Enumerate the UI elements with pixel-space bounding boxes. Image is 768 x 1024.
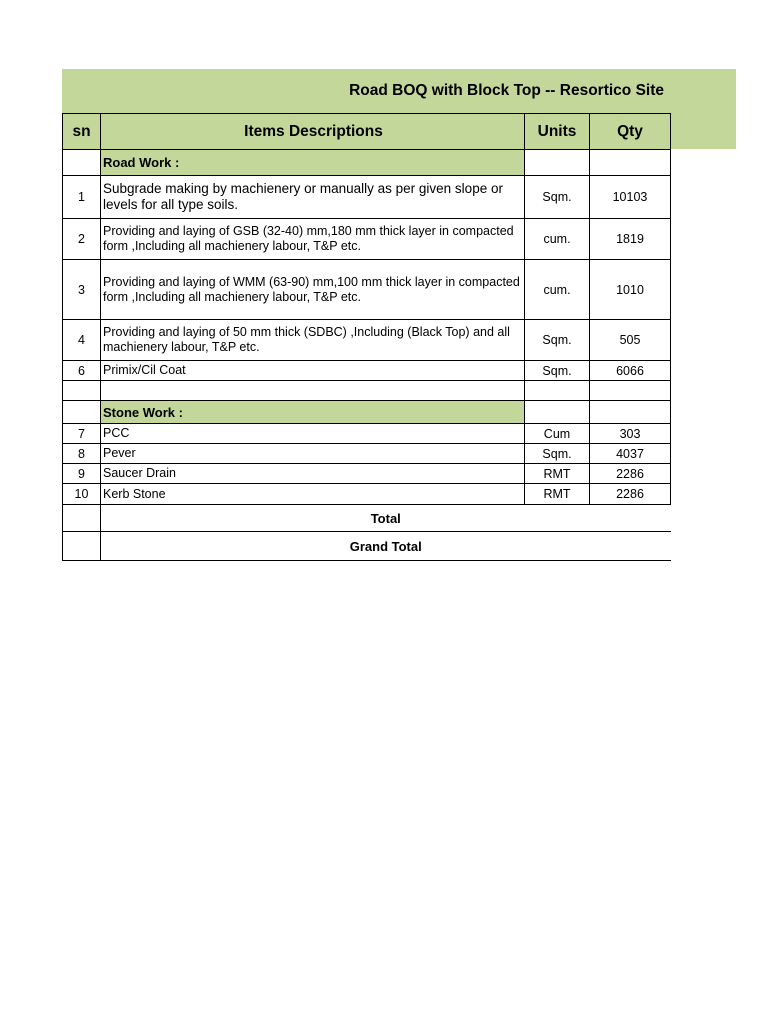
col-header-qty: Qty <box>590 114 671 150</box>
row-sn: 8 <box>63 444 101 464</box>
row-sn: 4 <box>63 320 101 361</box>
row-units: Sqm. <box>525 361 590 381</box>
table-row <box>63 361 671 381</box>
row-sn: 9 <box>63 464 101 484</box>
row-units: cum. <box>525 260 590 320</box>
table-row <box>63 176 671 219</box>
row-desc: Subgrade making by machienery or manually as per given slope or levels for all type soils. <box>101 176 525 219</box>
table-row <box>63 260 671 320</box>
row-qty: 1819 <box>590 219 671 260</box>
total-row <box>63 505 671 532</box>
row-qty: 303 <box>590 424 671 444</box>
row-sn: 2 <box>63 219 101 260</box>
section-row-stone <box>63 401 671 424</box>
row-qty: 505 <box>590 320 671 361</box>
row-qty: 2286 <box>590 484 671 505</box>
row-sn: 6 <box>63 361 101 381</box>
row-qty: 2286 <box>590 464 671 484</box>
table-row <box>63 424 671 444</box>
col-header-desc: Items Descriptions <box>101 114 525 150</box>
row-qty: 1010 <box>590 260 671 320</box>
row-qty: 10103 <box>590 176 671 219</box>
grand-total-row <box>63 532 671 561</box>
table-row <box>63 320 671 361</box>
row-qty: 6066 <box>590 361 671 381</box>
row-desc: PCC <box>101 424 525 444</box>
row-sn: 3 <box>63 260 101 320</box>
table-row <box>63 464 671 484</box>
total-label: Total <box>101 505 671 532</box>
row-units: RMT <box>525 464 590 484</box>
empty-row <box>63 381 671 401</box>
row-qty: 4037 <box>590 444 671 464</box>
table-row <box>63 219 671 260</box>
row-desc: Primix/Cil Coat <box>101 361 525 381</box>
boq-table <box>62 113 671 561</box>
row-desc: Kerb Stone <box>101 484 525 505</box>
col-header-units: Units <box>525 114 590 150</box>
section-label-road: Road Work : <box>101 150 525 176</box>
row-sn: 7 <box>63 424 101 444</box>
row-units: cum. <box>525 219 590 260</box>
section-row-road <box>63 150 671 176</box>
row-desc: Pever <box>101 444 525 464</box>
row-desc: Providing and laying of GSB (32-40) mm,180 mm thick layer in compacted form ,Including all machienery labour, T&P etc. <box>101 219 525 260</box>
grand-total-label: Grand Total <box>101 532 671 561</box>
section-label-stone: Stone Work : <box>101 401 525 424</box>
row-units: Cum <box>525 424 590 444</box>
col-header-sn: sn <box>63 114 101 150</box>
sheet-title: Road BOQ with Block Top -- Resortico Site <box>349 82 664 99</box>
row-desc: Providing and laying of WMM (63-90) mm,100 mm thick layer in compacted form ,Including all machienery labour, T&P etc. <box>101 260 525 320</box>
row-units: Sqm. <box>525 176 590 219</box>
row-units: Sqm. <box>525 444 590 464</box>
row-sn: 10 <box>63 484 101 505</box>
row-desc: Saucer Drain <box>101 464 525 484</box>
table-row <box>63 484 671 505</box>
row-units: RMT <box>525 484 590 505</box>
row-sn: 1 <box>63 176 101 219</box>
table-row <box>63 444 671 464</box>
row-units: Sqm. <box>525 320 590 361</box>
header-row <box>63 114 671 150</box>
row-desc: Providing and laying of 50 mm thick (SDBC) ,Including (Black Top) and all machienery labour, T&P etc. <box>101 320 525 361</box>
